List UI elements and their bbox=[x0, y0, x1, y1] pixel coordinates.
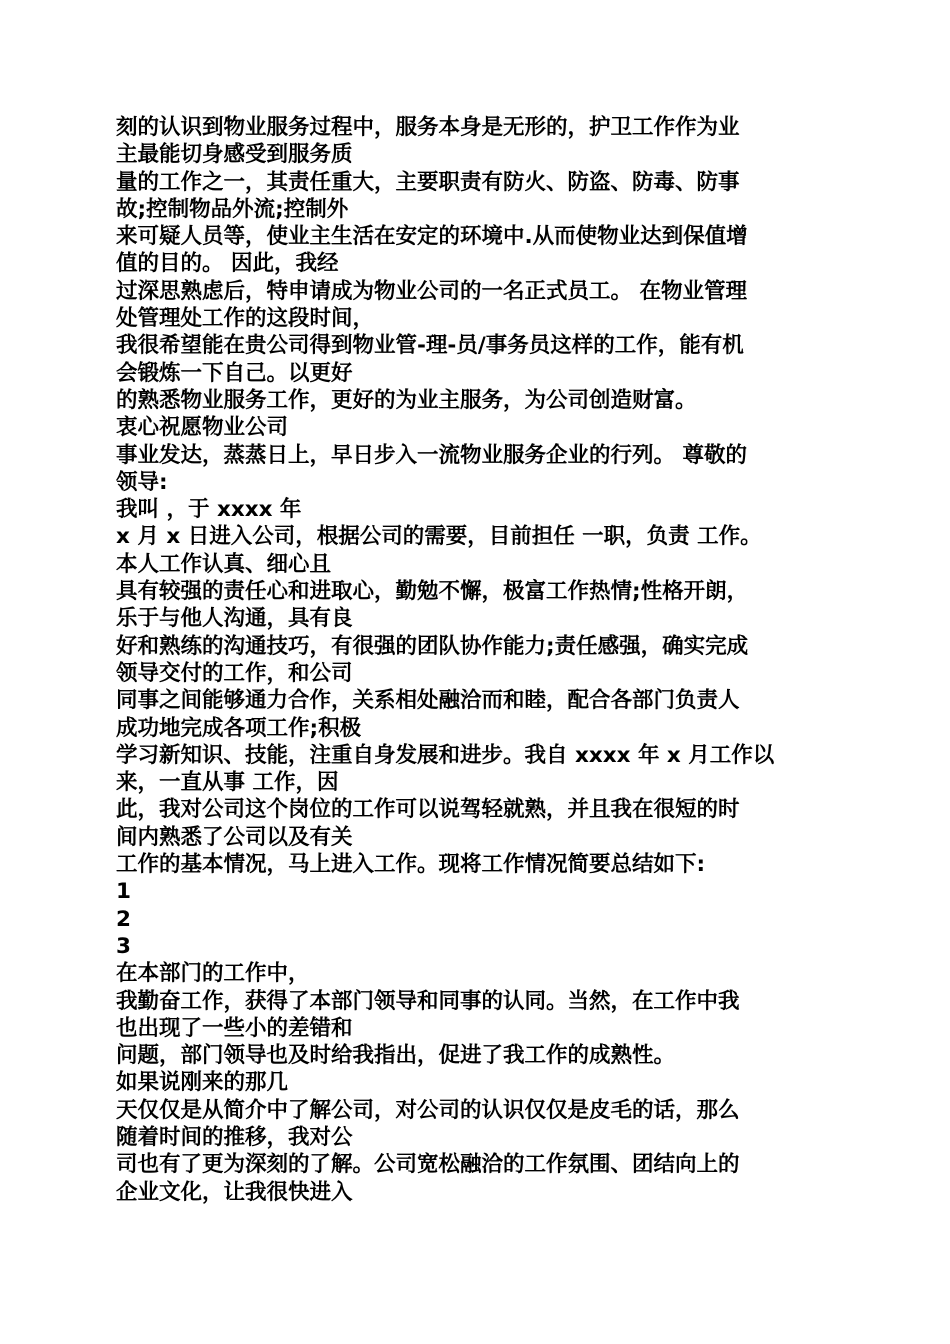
text-line: 也出现了一些小的差错和 bbox=[116, 1015, 353, 1041]
text-line: 同事之间能够通力合作，关系相处融洽而和睦，配合各部门负责人 bbox=[116, 688, 740, 714]
text-line: 乐于与他人沟通，具有良 bbox=[116, 606, 353, 632]
text-line: 过深思熟虑后，特申请成为物业公司的一名正式员工。 在物业管理 bbox=[116, 278, 747, 304]
text-line: 来可疑人员等，使业主生活在安定的环境中.从而使物业达到保值增 bbox=[116, 224, 748, 250]
text-line: 来，一直从事 工作，因 bbox=[116, 770, 339, 796]
text-line: 量的工作之一，其责任重大，主要职责有防火、防盗、防毒、防事 bbox=[116, 169, 740, 195]
text-line: 刻的认识到物业服务过程中，服务本身是无形的，护卫工作作为业 bbox=[116, 115, 740, 140]
text-line: 领导: bbox=[116, 469, 168, 495]
text-line: 领导交付的工作，和公司 bbox=[116, 660, 353, 686]
text-line: 故;控制物品外流;控制外 bbox=[116, 196, 349, 222]
text-line: 处管理处工作的这段时间， bbox=[116, 306, 375, 332]
text-line: 天仅仅是从简介中了解公司，对公司的认识仅仅是皮毛的话，那么 bbox=[116, 1097, 740, 1123]
text-line: 我勤奋工作，获得了本部门领导和同事的认同。当然，在工作中我 bbox=[116, 988, 740, 1014]
text-line: 会锻炼一下自己。以更好 bbox=[116, 360, 353, 386]
text-line: 成功地完成各项工作;积极 bbox=[116, 715, 362, 741]
text-line: 的熟悉物业服务工作，更好的为业主服务，为公司创造财富。 bbox=[116, 387, 697, 413]
text-line: 司也有了更为深刻的了解。公司宽松融洽的工作氛围、团结向上的 bbox=[116, 1152, 740, 1178]
document-body bbox=[116, 114, 828, 1206]
text-line: 在本部门的工作中， bbox=[116, 961, 310, 987]
text-line: 我很希望能在贵公司得到物业管-理-员/事务员这样的工作，能有机 bbox=[116, 333, 744, 359]
text-line: 学习新知识、技能，注重自身发展和进步。我自 xxxx 年 x 月工作以 bbox=[116, 742, 775, 768]
list-number: 3 bbox=[116, 933, 131, 959]
text-line: 衷心祝愿物业公司 bbox=[116, 415, 289, 441]
text-line: 问题，部门领导也及时给我指出，促进了我工作的成熟性。 bbox=[116, 1043, 676, 1069]
text-line: 具有较强的责任心和进取心，勤勉不懈，极富工作热情;性格开朗， bbox=[116, 579, 749, 605]
text-line: x 月 x 日进入公司，根据公司的需要，目前担任 一职，负责 工作。 bbox=[116, 524, 762, 550]
text-line: 事业发达，蒸蒸日上，早日步入一流物业服务企业的行列。 尊敬的 bbox=[116, 442, 747, 468]
list-number: 2 bbox=[116, 906, 131, 932]
list-number: 1 bbox=[116, 879, 131, 905]
text-line: 本人工作认真、细心且 bbox=[116, 551, 332, 577]
text-line: 间内熟悉了公司以及有关 bbox=[116, 824, 353, 850]
text-line: 值的目的。 因此，我经 bbox=[116, 251, 339, 277]
text-line: 此，我对公司这个岗位的工作可以说驾轻就熟，并且我在很短的时 bbox=[116, 797, 740, 823]
text-line: 好和熟练的沟通技巧，有很强的团队协作能力;责任感强，确实完成 bbox=[116, 633, 749, 659]
text-line: 主最能切身感受到服务质 bbox=[116, 142, 353, 168]
text-line: 我叫 ，于 xxxx 年 bbox=[116, 497, 302, 523]
text-line: 工作的基本情况，马上进入工作。现将工作情况简要总结如下: bbox=[116, 852, 706, 878]
text-line: 企业文化，让我很快进入 bbox=[116, 1179, 353, 1205]
text-line: 随着时间的推移，我对公 bbox=[116, 1124, 353, 1150]
text-line: 如果说刚来的那几 bbox=[116, 1070, 289, 1096]
